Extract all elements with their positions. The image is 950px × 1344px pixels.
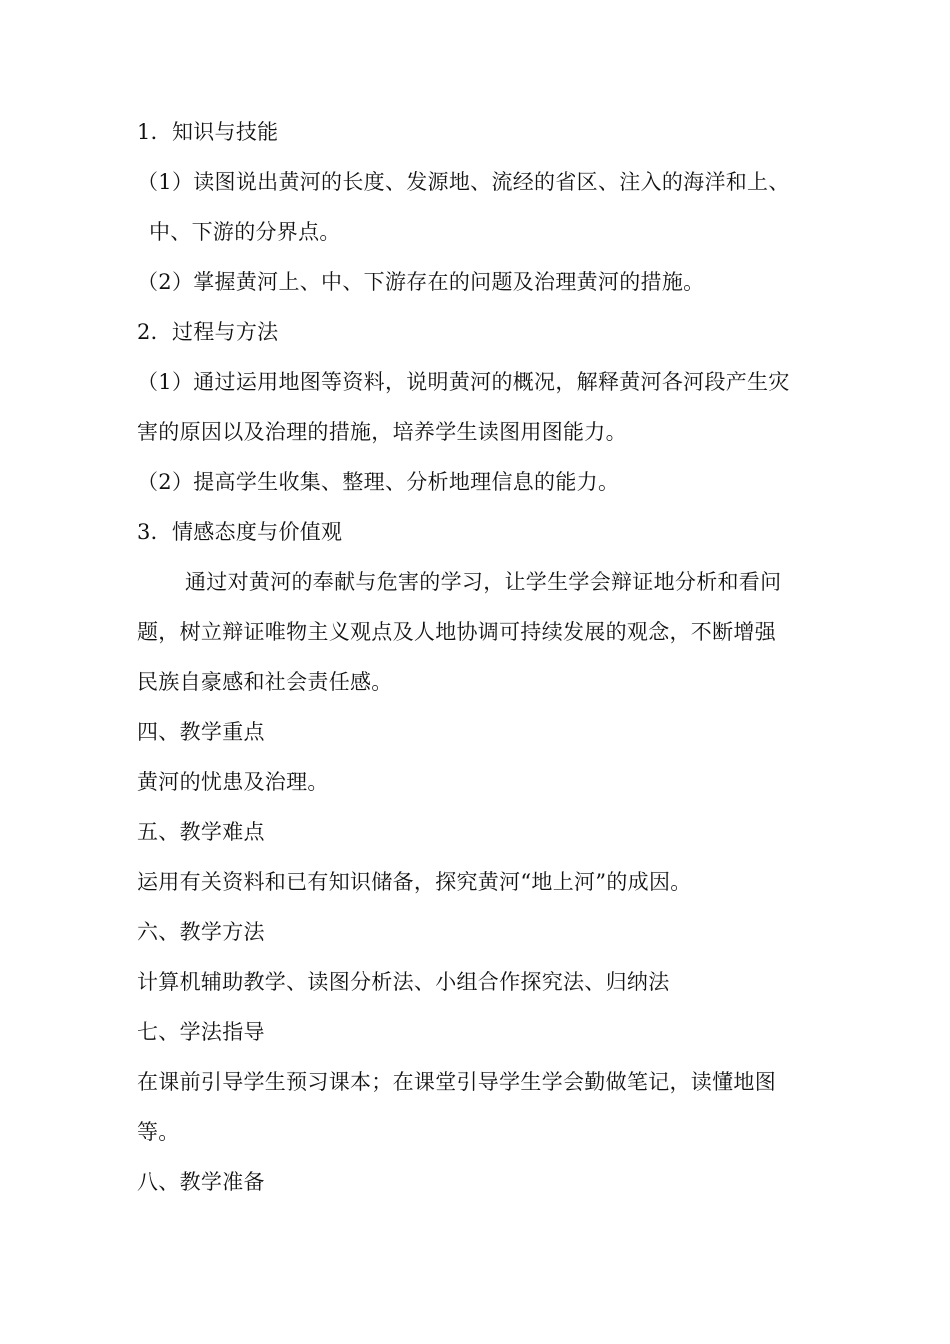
heading-teaching-methods: 六、教学方法 (137, 920, 265, 944)
paragraph-line: 黄河的忧患及治理。 (137, 770, 329, 794)
paragraph-line: 等。 (137, 1120, 180, 1144)
paragraph-line: 民族自豪感和社会责任感。 (137, 670, 393, 694)
paragraph-line: 通过对黄河的奉献与危害的学习，让学生学会辩证地分析和看问 (185, 570, 782, 594)
paragraph-line: 在课前引导学生预习课本；在课堂引导学生学会勤做笔记，读懂地图 (137, 1070, 776, 1094)
paragraph-line: 害的原因以及治理的措施，培养学生读图用图能力。 (137, 420, 627, 444)
paragraph-line: （2）掌握黄河上、中、下游存在的问题及治理黄河的措施。 (137, 270, 705, 294)
paragraph-line: 运用有关资料和已有知识储备，探究黄河“地上河”的成因。 (137, 870, 692, 894)
heading-process-method: 2．过程与方法 (137, 320, 279, 344)
paragraph-line: （1）读图说出黄河的长度、发源地、流经的省区、注入的海洋和上、 (137, 170, 790, 194)
heading-teaching-difficulty: 五、教学难点 (137, 820, 265, 844)
paragraph-line: 题，树立辩证唯物主义观点及人地协调可持续发展的观念，不断增强 (137, 620, 776, 644)
heading-teaching-preparation: 八、教学准备 (137, 1170, 265, 1194)
heading-knowledge-skills: 1．知识与技能 (137, 120, 279, 144)
paragraph-line: （1）通过运用地图等资料，说明黄河的概况，解释黄河各河段产生灾 (137, 370, 790, 394)
heading-study-guidance: 七、学法指导 (137, 1020, 265, 1044)
heading-teaching-focus: 四、教学重点 (137, 720, 265, 744)
paragraph-line: （2）提高学生收集、整理、分析地理信息的能力。 (137, 470, 620, 494)
paragraph-line: 计算机辅助教学、读图分析法、小组合作探究法、归纳法 (137, 970, 670, 994)
paragraph-line: 中、下游的分界点。 (149, 220, 341, 244)
heading-emotion-values: 3．情感态度与价值观 (137, 520, 343, 544)
